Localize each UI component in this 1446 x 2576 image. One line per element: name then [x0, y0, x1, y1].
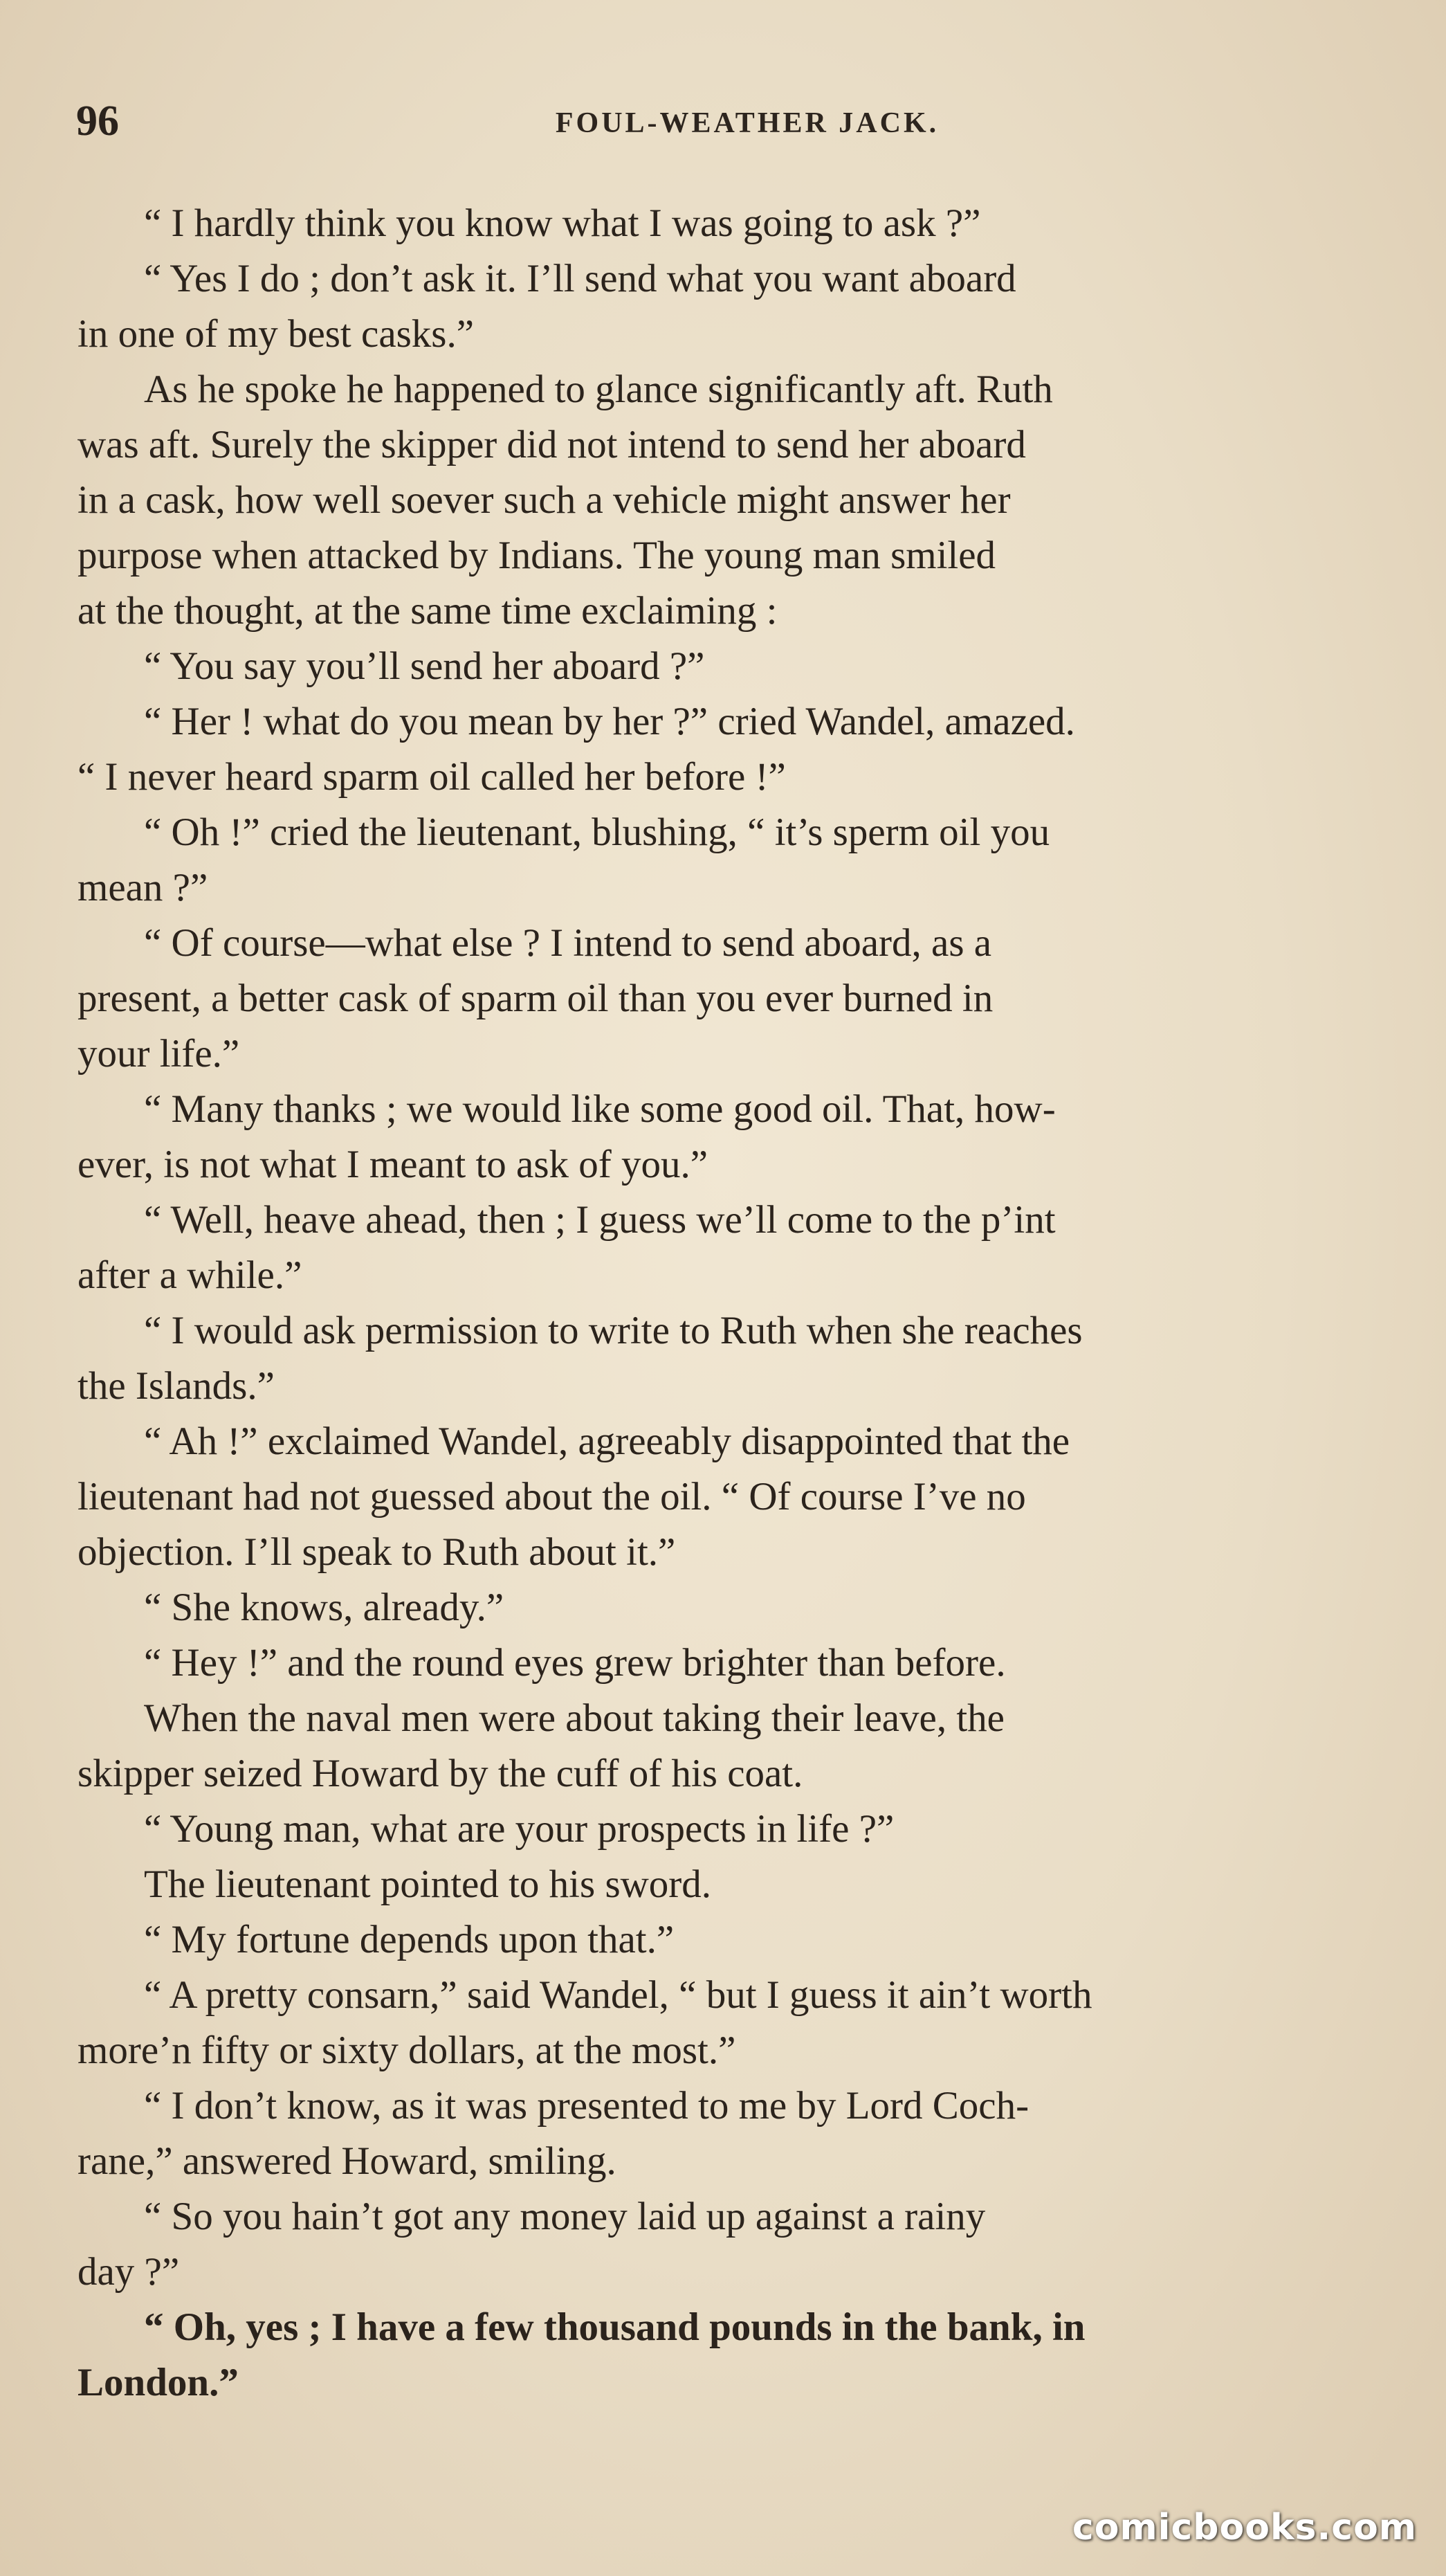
- text-line: “ My fortune depends upon that.”: [144, 1918, 675, 1961]
- text-line: “ So you hain’t got any money laid up against a rainy: [144, 2195, 986, 2238]
- text-line: London.”: [77, 2361, 239, 2404]
- text-line: “ I don’t know, as it was presented to me by Lord Coch-: [144, 2084, 1029, 2128]
- text-line: after a while.”: [77, 1253, 302, 1297]
- text-line: “ A pretty consarn,” said Wandel, “ but I guess it ain’t worth: [144, 1973, 1092, 2017]
- text-line: “ Her ! what do you mean by her ?” cried Wandel, amazed.: [144, 700, 1075, 743]
- text-line: “ Well, heave ahead, then ; I guess we’ll come to the p’int: [144, 1198, 1056, 1242]
- text-line: skipper seized Howard by the cuff of his coat.: [77, 1752, 803, 1795]
- text-line: day ?”: [77, 2250, 180, 2294]
- text-line: “ Young man, what are your prospects in life ?”: [144, 1807, 895, 1851]
- text-line: rane,” answered Howard, smiling.: [77, 2139, 616, 2183]
- text-line: in one of my best casks.”: [77, 312, 475, 356]
- text-line: “ I hardly think you know what I was going to ask ?”: [144, 201, 981, 245]
- text-line: purpose when attacked by Indians. The young man smiled: [77, 534, 996, 577]
- text-line: When the naval men were about taking their leave, the: [144, 1696, 1005, 1740]
- running-head: FOUL-WEATHER JACK.: [555, 107, 940, 139]
- text-line: “ Hey !” and the round eyes grew brighter than before.: [144, 1641, 1006, 1685]
- text-line: the Islands.”: [77, 1364, 275, 1408]
- text-line: “ Of course—what else ? I intend to send aboard, as a: [144, 921, 992, 965]
- text-line: The lieutenant pointed to his sword.: [144, 1862, 712, 1906]
- page-body-text: [77, 196, 1416, 2411]
- text-line: “ I would ask permission to write to Ruth when she reaches: [144, 1309, 1083, 1352]
- text-line: “ You say you’ll send her aboard ?”: [144, 644, 705, 688]
- text-line: “ I never heard sparm oil called her before !”: [77, 755, 786, 799]
- text-line: “ Ah !” exclaimed Wandel, agreeably disappointed that the: [144, 1419, 1070, 1463]
- text-line: lieutenant had not guessed about the oil. “ Of course I’ve no: [77, 1475, 1026, 1518]
- text-line: more’n fifty or sixty dollars, at the most.”: [77, 2029, 736, 2072]
- text-line: “ She knows, already.”: [144, 1586, 504, 1629]
- page-number: 96: [76, 98, 119, 145]
- text-line: ever, is not what I meant to ask of you.”: [77, 1143, 708, 1186]
- text-line: was aft. Surely the skipper did not intend to send her aboard: [77, 423, 1026, 466]
- text-line: “ Yes I do ; don’t ask it. I’ll send what you want aboard: [144, 257, 1016, 300]
- text-line: at the thought, at the same time exclaiming :: [77, 589, 778, 633]
- page-header: [76, 97, 1418, 159]
- text-line: “ Oh, yes ; I have a few thousand pounds in the bank, in: [144, 2305, 1086, 2349]
- text-line: your life.”: [77, 1032, 240, 1076]
- watermark: comicbooks.com: [1072, 2507, 1417, 2548]
- text-line: objection. I’ll speak to Ruth about it.”: [77, 1530, 676, 1574]
- text-line: As he spoke he happened to glance significantly aft. Ruth: [144, 368, 1053, 411]
- text-line: “ Oh !” cried the lieutenant, blushing, “ it’s sperm oil you: [144, 810, 1050, 854]
- text-line: in a cask, how well soever such a vehicle might answer her: [77, 478, 1011, 522]
- text-line: present, a better cask of sparm oil than you ever burned in: [77, 977, 994, 1020]
- text-line: mean ?”: [77, 866, 208, 909]
- text-line: “ Many thanks ; we would like some good oil. That, how-: [144, 1087, 1056, 1131]
